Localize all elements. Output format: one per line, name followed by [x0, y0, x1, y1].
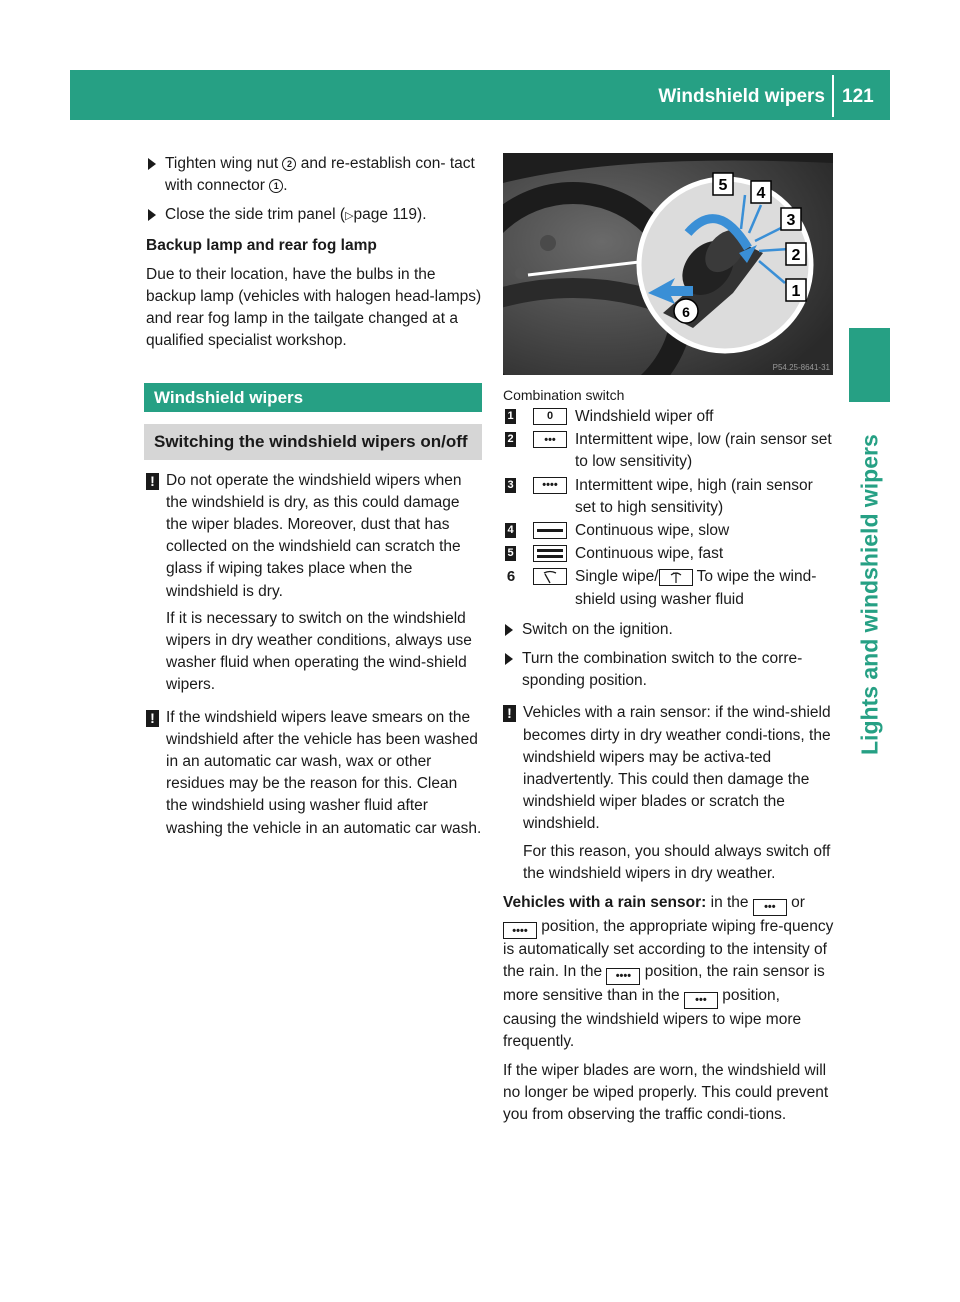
worn-blades-text: If the wiper blades are worn, the windshield will no longer be wiped properly. This could prevent you from observing the traffic condi-tions. [503, 1062, 829, 1124]
right-column [503, 153, 835, 1127]
continuous-slow-icon [533, 522, 567, 539]
backup-text: Due to their location, have the bulbs in the backup lamp (vehicles with halogen head-lamps) and rear fog lamp in the tailgate changed at a qualified specialist workshop. [146, 265, 482, 350]
intermittent-low-icon: ••• [533, 431, 567, 448]
legend-item: 3 •••• Intermittent wipe, high (rain sensor set to high sensitivity) [503, 475, 835, 519]
warning-icon: ! [146, 473, 159, 490]
step-item: Turn the combination switch to the corre-sponding position. [503, 648, 835, 692]
legend-number-2: 2 [505, 432, 516, 447]
warning-block: ! Do not operate the windshield wipers when the windshield is dry, as this could damage the wiper blades. Moreover, dust that has collected on the windshield can scratch the glass if wiping takes place when the windshield is dry. If it is necessary to switch on the windshield wipers in dry weather conditions, always use washer fluid when operating the wind-shield wipers. [146, 470, 482, 697]
callout-2-icon: 2 [282, 157, 296, 171]
figure-caption: Combination switch [503, 387, 625, 403]
page-number: 121 [842, 86, 874, 107]
warning-block: ! Vehicles with a rain sensor: if the wind-shield becomes dirty in dry weather condi-tions, the windshield wipers may be activa-ted inadvertently. This could then damage the windshield wiper blades or scratch the windshield. For this reason, you should always switch off the windshield wipers in dry weather. [503, 702, 835, 885]
warning-icon: ! [503, 705, 516, 722]
callout-label-3: 3 [786, 212, 796, 229]
washer-icon [659, 569, 693, 586]
section-title: Windshield wipers [144, 383, 482, 412]
step-item: Close the side trim panel (▷page 119). [146, 204, 482, 227]
callout-label-6: 6 [682, 304, 690, 320]
side-tab-marker [849, 328, 890, 402]
legend-item: 2 ••• Intermittent wipe, low (rain sensor set to low sensitivity) [503, 429, 835, 473]
legend-item: 5 Continuous wipe, fast [503, 543, 835, 565]
legend-number-4: 4 [505, 523, 516, 538]
rain-sensor-text: Vehicles with a rain sensor: in the ••• or •••• position, the appropriate wiping fre-quency is automatically set according to the intensity of the rain. In the •••• position, the rain sensor is more sensitive than in the ••• position, causing the windshield wipers to wipe more frequently. [503, 894, 834, 1050]
legend-number-5: 5 [505, 546, 516, 561]
arrow-icon [505, 653, 513, 665]
intermittent-low-icon: ••• [684, 992, 718, 1009]
callout-label-2: 2 [791, 247, 801, 264]
arrow-icon [505, 624, 513, 636]
intermittent-high-icon: •••• [606, 968, 640, 985]
arrow-icon [148, 158, 156, 170]
callout-label-5: 5 [718, 177, 728, 194]
legend-number-6: 6 [506, 568, 516, 586]
header-divider [832, 75, 834, 117]
intermittent-high-icon: •••• [533, 477, 567, 494]
legend-item: 1 0 Windshield wiper off [503, 406, 835, 428]
legend-item: 4 Continuous wipe, slow [503, 520, 835, 542]
legend-number-3: 3 [505, 478, 516, 493]
combination-switch-photo [503, 153, 833, 375]
subsection-title: Switching the windshield wipers on/off [144, 424, 482, 460]
backup-heading: Backup lamp and rear fog lamp [146, 236, 377, 254]
arrow-icon [148, 209, 156, 221]
step-item: Switch on the ignition. [503, 619, 835, 641]
left-column [146, 153, 482, 840]
page-ref-arrow-icon: ▷ [345, 210, 354, 223]
callout-1-icon: 1 [269, 179, 283, 193]
legend-item: 6 Single wipe/ To wipe the wind-shield using washer fluid [506, 568, 817, 608]
callout-label-1: 1 [791, 283, 801, 300]
photo-code: P54.25-8641-31 [772, 363, 830, 372]
intermittent-low-icon: ••• [753, 899, 787, 916]
warning-icon: ! [146, 710, 159, 727]
header-title: Windshield wipers [658, 86, 825, 107]
page-ref-link[interactable]: page 119). [353, 206, 427, 224]
warning-block: ! If the windshield wipers leave smears on the windshield after the vehicle has been washed in an automatic car wash, wax or other residues may be the reason for this. Clean the windshield using washer fluid after washing the vehicle in an automatic car wash. [146, 707, 482, 840]
callout-label-4: 4 [756, 185, 766, 202]
side-tab-label: Lights and windshield wipers [856, 434, 883, 756]
legend-number-1: 1 [505, 409, 516, 424]
wiper-off-icon: 0 [533, 408, 567, 425]
step-item: Tighten wing nut 2 and re-establish con- tact with connector 1 . [146, 153, 482, 197]
single-wipe-icon [533, 568, 567, 585]
intermittent-high-icon: •••• [503, 922, 537, 939]
continuous-fast-icon [533, 545, 567, 562]
